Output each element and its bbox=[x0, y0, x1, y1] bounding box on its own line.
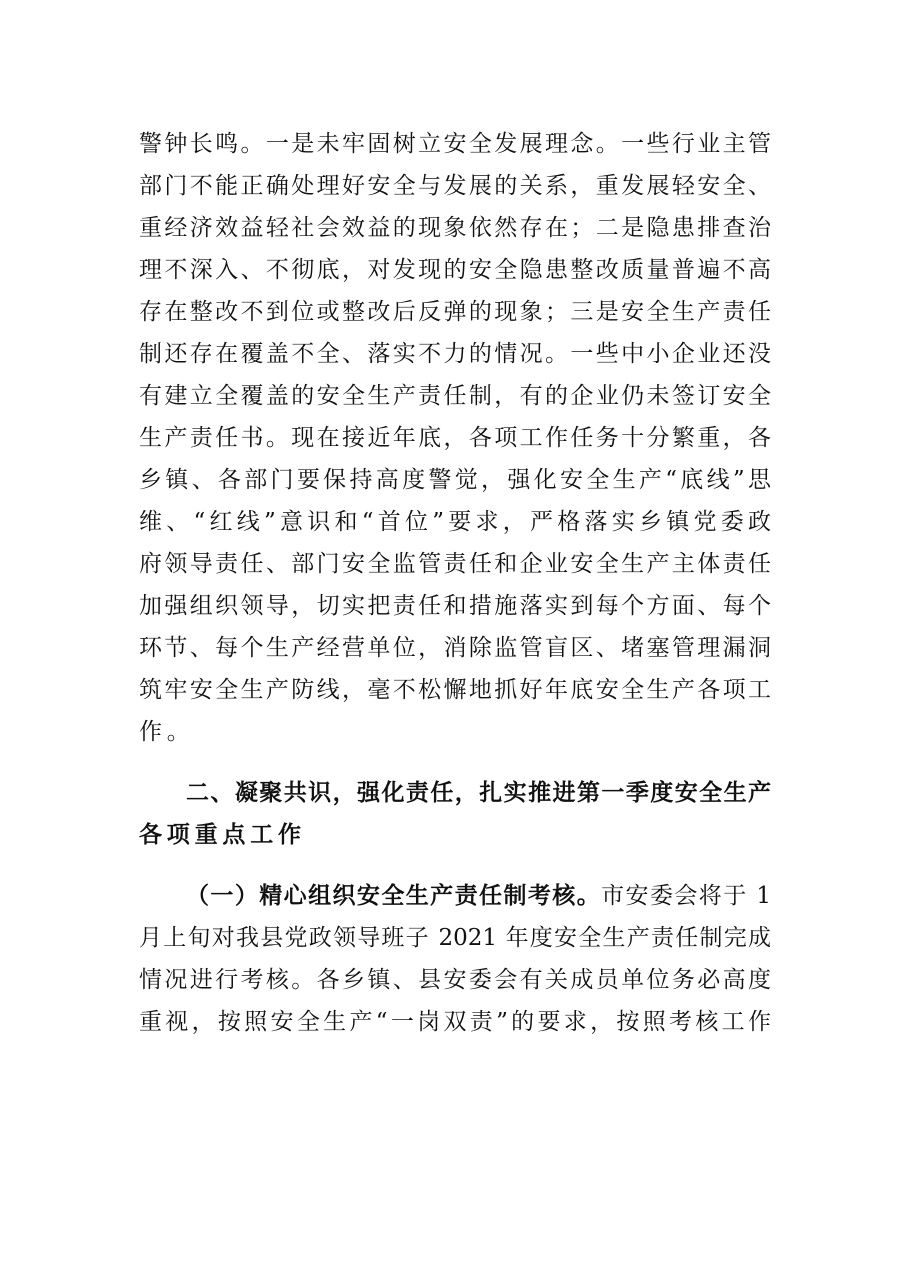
section-heading-line-2: 各项重点工作 bbox=[139, 822, 306, 848]
body-line: 筑牢安全生产防线，毫不松懈地抓好年底安全生产各项工 bbox=[139, 677, 771, 703]
body-line: 警钟长鸣。一是未牢固树立安全发展理念。一些行业主管 bbox=[139, 131, 771, 157]
body-line: 维、“红线”意识和“首位”要求，严格落实乡镇党委政 bbox=[139, 509, 771, 535]
section-heading-line-1: 二、凝聚共识，强化责任，扎实推进第一季度安全生产 bbox=[186, 780, 771, 806]
body-line: 重视，按照安全生产“一岗双责”的要求，按照考核工作 bbox=[139, 1009, 771, 1035]
body-line: 制还存在覆盖不全、落实不力的情况。一些中小企业还没 bbox=[139, 341, 771, 367]
body-line: 环节、每个生产经营单位，消除监管盲区、堵塞管理漏洞 bbox=[139, 635, 771, 661]
body-line: 理不深入、不彻底，对发现的安全隐患整改质量普遍不高 bbox=[139, 257, 771, 283]
body-line: 乡镇、各部门要保持高度警觉，强化安全生产“底线”思 bbox=[139, 467, 771, 493]
body-line: 府领导责任、部门安全监管责任和企业安全生产主体责任 bbox=[139, 551, 771, 577]
body-line: 月上旬对我县党政领导班子 2021 年度安全生产责任制完成 bbox=[139, 925, 771, 951]
body-line: 部门不能正确处理好安全与发展的关系，重发展轻安全、 bbox=[139, 173, 771, 199]
body-line: 重经济效益轻社会效益的现象依然存在；二是隐患排查治 bbox=[139, 215, 771, 241]
body-line: 有建立全覆盖的安全生产责任制，有的企业仍未签订安全 bbox=[139, 383, 771, 409]
body-line: 生产责任书。现在接近年底，各项工作任务十分繁重，各 bbox=[139, 425, 771, 451]
body-line: 情况进行考核。各乡镇、县安委会有关成员单位务必高度 bbox=[139, 967, 771, 993]
body-line-last: 作。 bbox=[139, 719, 195, 745]
body-line: 存在整改不到位或整改后反弹的现象；三是安全生产责任 bbox=[139, 299, 771, 325]
subsection-first-line bbox=[186, 879, 771, 913]
body-line: 加强组织领导，切实把责任和措施落实到每个方面、每个 bbox=[139, 593, 771, 619]
subsection-title: （一）精心组织安全生产责任制考核。 bbox=[186, 883, 602, 909]
subsection-first-line-text: 市安委会将于 1 bbox=[601, 883, 771, 909]
